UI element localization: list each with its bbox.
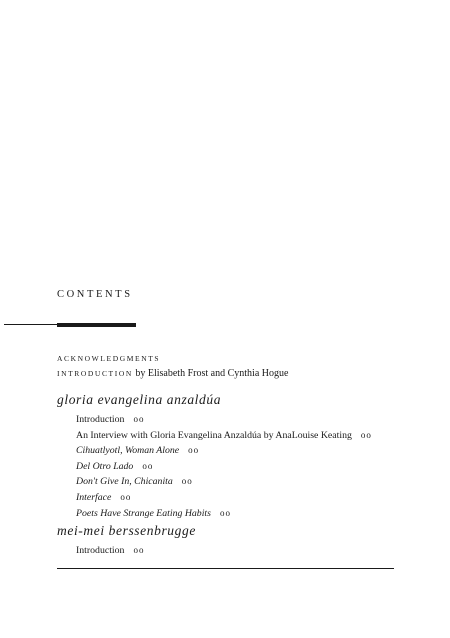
front-matter bbox=[57, 351, 288, 381]
entry-title: Introduction bbox=[76, 545, 125, 556]
entry-title: Don't Give In, Chicanita bbox=[76, 476, 173, 488]
heading-thick-rule bbox=[57, 323, 136, 327]
entry-page: oo bbox=[181, 476, 193, 487]
entry-page: oo bbox=[133, 545, 145, 555]
poet-section bbox=[57, 523, 196, 559]
entry-title: Interface bbox=[76, 491, 112, 503]
poet-section bbox=[57, 392, 372, 521]
entry-title: Poets Have Strange Eating Habits bbox=[76, 507, 211, 519]
entry-page: oo bbox=[120, 491, 132, 502]
entry-title: Del Otro Lado bbox=[76, 460, 134, 472]
entry-page: oo bbox=[360, 429, 372, 440]
acknowledgments-label: ACKNOWLEDGMENTS bbox=[57, 354, 161, 363]
toc-introduction bbox=[57, 366, 288, 381]
heading-thin-rule bbox=[4, 324, 57, 325]
entry-title: An Interview with Gloria Evangelina Anzaldúa by AnaLouise Keating bbox=[76, 429, 352, 441]
entry-page: oo bbox=[219, 507, 231, 518]
toc-entry bbox=[76, 543, 196, 559]
entry-page: oo bbox=[133, 414, 145, 424]
entry-page: oo bbox=[188, 445, 200, 456]
toc-entry bbox=[76, 474, 372, 490]
poet-name: mei-mei berssenbrugge bbox=[57, 523, 196, 538]
toc-entry bbox=[76, 459, 372, 475]
entry-page: oo bbox=[142, 460, 154, 471]
poet-name: gloria evangelina anzaldúa bbox=[57, 392, 222, 407]
entry-title: Cihuatlyotl, Woman Alone bbox=[76, 445, 180, 457]
toc-entry bbox=[76, 490, 372, 506]
bottom-rule bbox=[57, 568, 394, 569]
toc-acknowledgments bbox=[57, 351, 288, 366]
entry-title: Introduction bbox=[76, 414, 125, 425]
introduction-label: INTRODUCTION bbox=[57, 369, 133, 378]
toc-entry bbox=[76, 412, 372, 428]
toc-entry bbox=[76, 428, 372, 444]
toc-entry bbox=[76, 506, 372, 522]
toc-entry bbox=[76, 443, 372, 459]
introduction-authors: by Elisabeth Frost and Cynthia Hogue bbox=[132, 368, 289, 379]
contents-heading: CONTENTS bbox=[57, 289, 133, 300]
